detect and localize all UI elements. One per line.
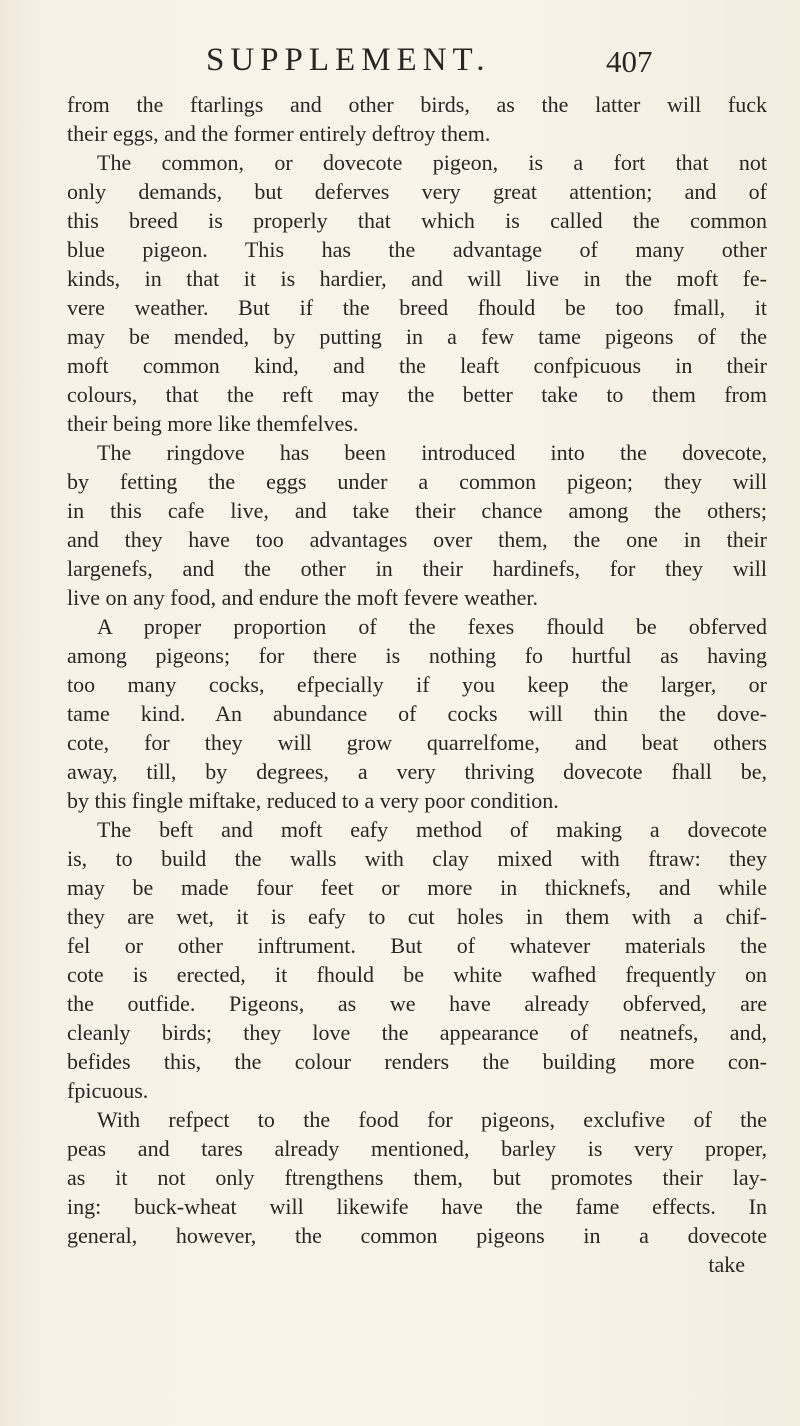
text-line: A proper proportion of the fexes fhould be obferved: [97, 614, 767, 639]
running-head: SUPPLEMENT.: [206, 42, 491, 78]
text-line: only demands, but deferves very great attention; and of: [67, 179, 767, 204]
text-line: vere weather. But if the breed fhould be too fmall, it: [67, 295, 767, 320]
page-header: [206, 42, 766, 82]
text-line: they are wet, it is eafy to cut holes in them with a chif-: [67, 904, 767, 929]
text-line: in this cafe live, and take their chance among the others;: [67, 498, 767, 523]
text-line: The beft and moft eafy method of making a dovecote: [97, 817, 767, 842]
page-number: 407: [606, 44, 653, 79]
text-line: cleanly birds; they love the appearance of neatnefs, and,: [67, 1020, 767, 1045]
text-line: peas and tares already mentioned, barley is very proper,: [67, 1136, 767, 1161]
text-line: kinds, in that it is hardier, and will live in the moft fe-: [67, 266, 767, 291]
text-line: largenefs, and the other in their hardinefs, for they will: [67, 556, 767, 581]
text-line: their eggs, and the former entirely deftroy them.: [67, 121, 491, 146]
text-line: moft common kind, and the leaft confpicuous in their: [67, 353, 767, 378]
text-line: cote, for they will grow quarrelfome, and beat others: [67, 730, 767, 755]
text-line: the outfide. Pigeons, as we have already obferved, are: [67, 991, 767, 1016]
text-line: ing: buck-wheat will likewife have the fame effects. In: [67, 1194, 767, 1219]
text-line: The ringdove has been introduced into the dovecote,: [97, 440, 767, 465]
text-line: may be mended, by putting in a few tame pigeons of the: [67, 324, 767, 349]
catchword: take: [708, 1252, 745, 1277]
text-line: blue pigeon. This has the advantage of many other: [67, 237, 767, 262]
body-text: [67, 90, 767, 1279]
text-line: may be made four feet or more in thicknefs, and while: [67, 875, 767, 900]
text-line: The common, or dovecote pigeon, is a fort that not: [97, 150, 767, 175]
text-line: among pigeons; for there is nothing fo hurtful as having: [67, 643, 767, 668]
text-line: fel or other inftrument. But of whatever materials the: [67, 933, 767, 958]
text-line: befides this, the colour renders the building more con-: [67, 1049, 767, 1074]
text-line: tame kind. An abundance of cocks will thin the dove-: [67, 701, 767, 726]
text-line: by fetting the eggs under a common pigeon; they will: [67, 469, 767, 494]
text-line: fpicuous.: [67, 1078, 149, 1103]
text-line: colours, that the reft may the better take to them from: [67, 382, 767, 407]
text-line: this breed is properly that which is called the common: [67, 208, 767, 233]
text-line: is, to build the walls with clay mixed with ftraw: they: [67, 846, 767, 871]
text-line: as it not only ftrengthens them, but promotes their lay-: [67, 1165, 767, 1190]
text-line: away, till, by degrees, a very thriving dovecote fhall be,: [67, 759, 767, 784]
text-line: by this fingle miftake, reduced to a very poor condition.: [67, 788, 559, 813]
text-line: too many cocks, efpecially if you keep the larger, or: [67, 672, 767, 697]
text-line: their being more like themfelves.: [67, 411, 359, 436]
text-line: and they have too advantages over them, the one in their: [67, 527, 767, 552]
text-line: from the ftarlings and other birds, as the latter will fuck: [67, 92, 767, 117]
text-line: live on any food, and endure the moft fevere weather.: [67, 585, 538, 610]
text-line: cote is erected, it fhould be white wafhed frequently on: [67, 962, 767, 987]
text-line: general, however, the common pigeons in a dovecote: [67, 1223, 767, 1248]
text-line: With refpect to the food for pigeons, exclufive of the: [97, 1107, 767, 1132]
